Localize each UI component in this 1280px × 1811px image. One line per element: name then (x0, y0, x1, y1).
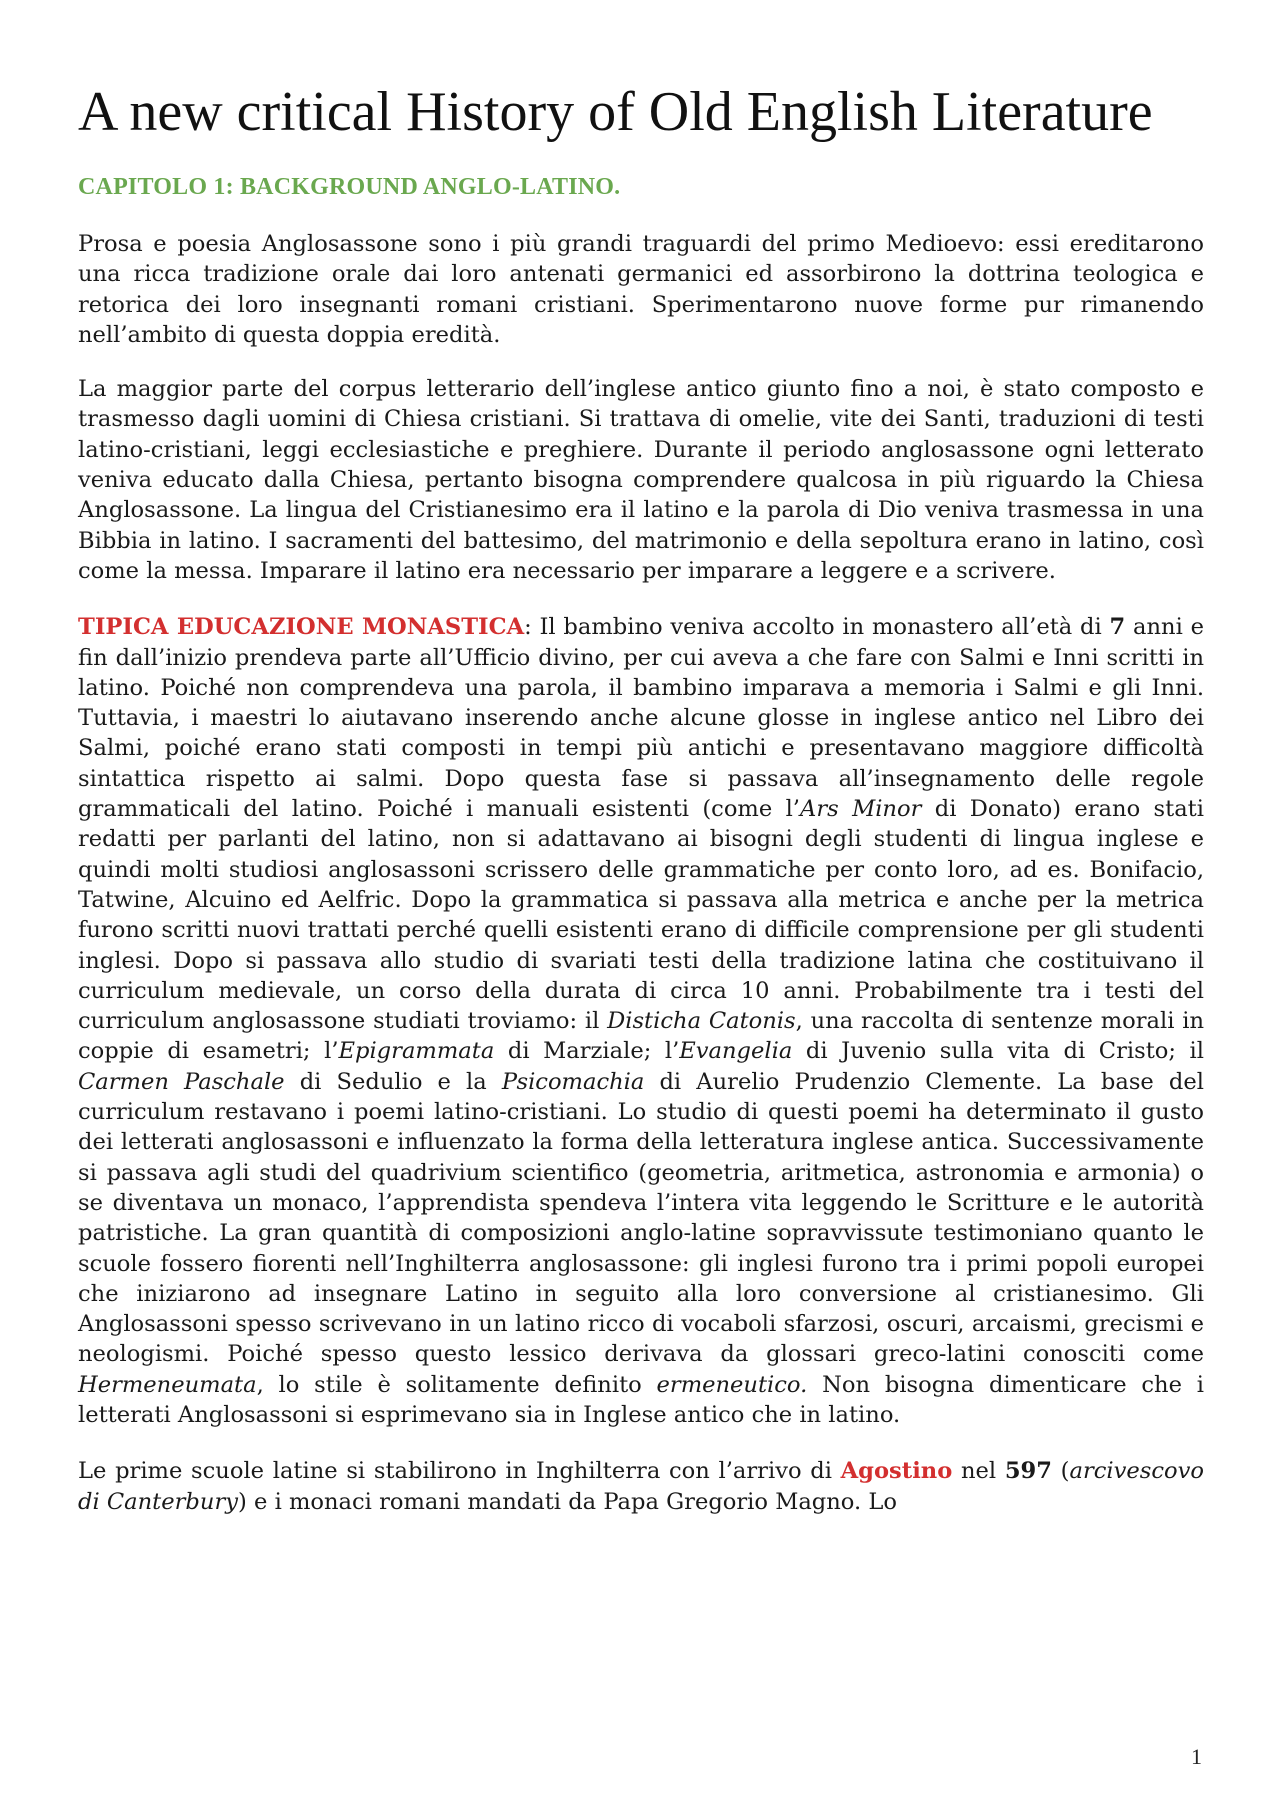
title-disticha-catonis: Disticha Catonis (607, 1008, 796, 1035)
text-run: ( (1051, 1458, 1070, 1485)
title-ars-minor: Ars Minor (800, 796, 922, 823)
text-run: nel (952, 1458, 1005, 1485)
document-title: A new critical History of Old English Literature (78, 81, 1153, 143)
title-evangelia: Evangelia (679, 1038, 793, 1065)
text-run: di Sedulio e la (284, 1068, 502, 1095)
title-psicomachia: Psicomachia (501, 1068, 645, 1095)
term-hermeneumata: Hermeneumata (78, 1371, 257, 1398)
name-agostino: Agostino (840, 1458, 953, 1485)
paragraph-1: Prosa e poesia Anglosassone sono i più grandi traguardi del primo Medioevo: essi ereditarono una ricca tradizione orale dai loro antenati germanici ed assorbirono la dottrina teologica e retorica dei loro insegnanti romani cristiani. Sperimentarono nuove forme pur rimanendo nell’ambito di questa doppia eredità. (78, 231, 1204, 348)
title-epigrammata: Epigrammata (338, 1038, 495, 1065)
paragraph-3 (78, 612, 1204, 1430)
text-run: anni e fin dall’inizio prendeva parte all’Ufficio divino, per cui aveva a che fare con Salmi e Inni scritti in latino. Poiché non comprendeva una parola, il bambino imparava a memoria i Salmi e gli Inni. Tuttavia, i maestri lo aiutavano inserendo anche alcune glosse in inglese antico nel Libro dei Salmi, poiché erano stati composti in tempi più antichi e presentavano maggiore difficoltà sintattica rispetto ai salmi. Dopo questa fase si passava all’insegnamento delle regole grammaticali del latino. Poiché i manuali esistenti (come l’ (78, 614, 1204, 823)
role-arcivescovo: arcivescovo di Canterbury (78, 1458, 1205, 1515)
text-run: di Marziale; l’ (494, 1038, 680, 1065)
year-value: 597 (1004, 1458, 1052, 1485)
chapter-heading: CAPITOLO 1: BACKGROUND ANGLO-LATINO. (78, 174, 621, 200)
section-heading-monastic-education: TIPICA EDUCAZIONE MONASTICA (78, 614, 525, 641)
text-run: di Juvenio sulla vita di Cristo; il (792, 1038, 1204, 1065)
text-run: di Donato) erano stati redatti per parlanti del latino, non si adattavano ai bisogni degli studenti di lingua inglese e quindi molti studiosi anglosassoni scrissero delle grammatiche per conto loro, ad es. Bonifacio, Tatwine, Alcuino ed Aelfric. Dopo la grammatica si passava alla metrica e anche per la metrica furono scritti nuovi trattati perché quelli esistenti erano di difficile comprensione per gli studenti inglesi. Dopo si passava allo studio di svariati testi della tradizione latina che costituivano il curriculum medievale, un corso della durata di circa 10 anni. Probabilmente tra i testi del curriculum anglosassone studiati troviamo: il (78, 796, 1204, 1035)
text-run: Le prime scuole latine si stabilirono in Inghilterra con l’arrivo di (78, 1458, 841, 1485)
paragraph-4 (78, 1456, 1204, 1517)
text-run: di Aurelio Prudenzio Clemente. La base del curriculum restavano i poemi latino-cristiani. Lo studio di questi poemi ha determinato il gusto dei letterati anglosassoni e influenzato la forma della letteratura inglese antica. Successivamente si passava agli studi del quadrivium scientifico (geometria, aritmetica, astronomia e armonia) o se diventava un monaco, l’apprendista spendeva l’intera vita leggendo le Scritture e le autorità patristiche. La gran quantità di composizioni anglo-latine sopravvissute testimoniano quanto le scuole fossero fiorenti nell’Inghilterra anglosassone: gli inglesi furono tra i primi popoli europei che iniziarono ad insegnare Latino in seguito alla loro conversione al cristianesimo. Gli Anglosassoni spesso scrivevano in un latino ricco di vocaboli sfarzosi, oscuri, arcaismi, grecismi e neologismi. Poiché spesso questo lessico derivava da glossari greco-latini conosciti come (78, 1068, 1204, 1368)
title-carmen-paschale: Carmen Paschale (78, 1068, 285, 1095)
document-page (78, 78, 1204, 1543)
text-run: , lo stile è solitamente definito (256, 1371, 657, 1398)
term-ermeneutico: ermeneutico. (656, 1371, 808, 1398)
page-number: 1 (1191, 1744, 1202, 1769)
age-value: 7 (1109, 614, 1126, 641)
text-run: , una raccolta di sentenze morali in coppie di esametri; l’ (78, 1008, 1204, 1065)
text-run: ) e i monaci romani mandati da Papa Gregorio Magno. Lo (238, 1488, 897, 1515)
text-run: Non bisogna dimenticare che i letterati Anglosassoni si esprimevano sia in Inglese antico che in latino. (78, 1371, 1204, 1428)
text-run: : Il bambino veniva accolto in monastero all’età di (524, 614, 1110, 641)
paragraph-2: La maggior parte del corpus letterario dell’inglese antico giunto fino a noi, è stato composto e trasmesso dagli uomini di Chiesa cristiani. Si trattava di omelie, vite dei Santi, traduzioni di testi latino-cristiani, leggi ecclesiastiche e preghiere. Durante il periodo anglosassone ogni letterato veniva educato dalla Chiesa, pertanto bisogna comprendere qualcosa in più riguardo la Chiesa Anglosassone. La lingua del Cristianesimo era il latino e la parola di Dio veniva trasmessa in una Bibbia in latino. I sacramenti del battesimo, del matrimonio e della sepoltura erano in latino, così come la messa. Imparare il latino era necessario per imparare a leggere e a scrivere. (78, 376, 1204, 584)
